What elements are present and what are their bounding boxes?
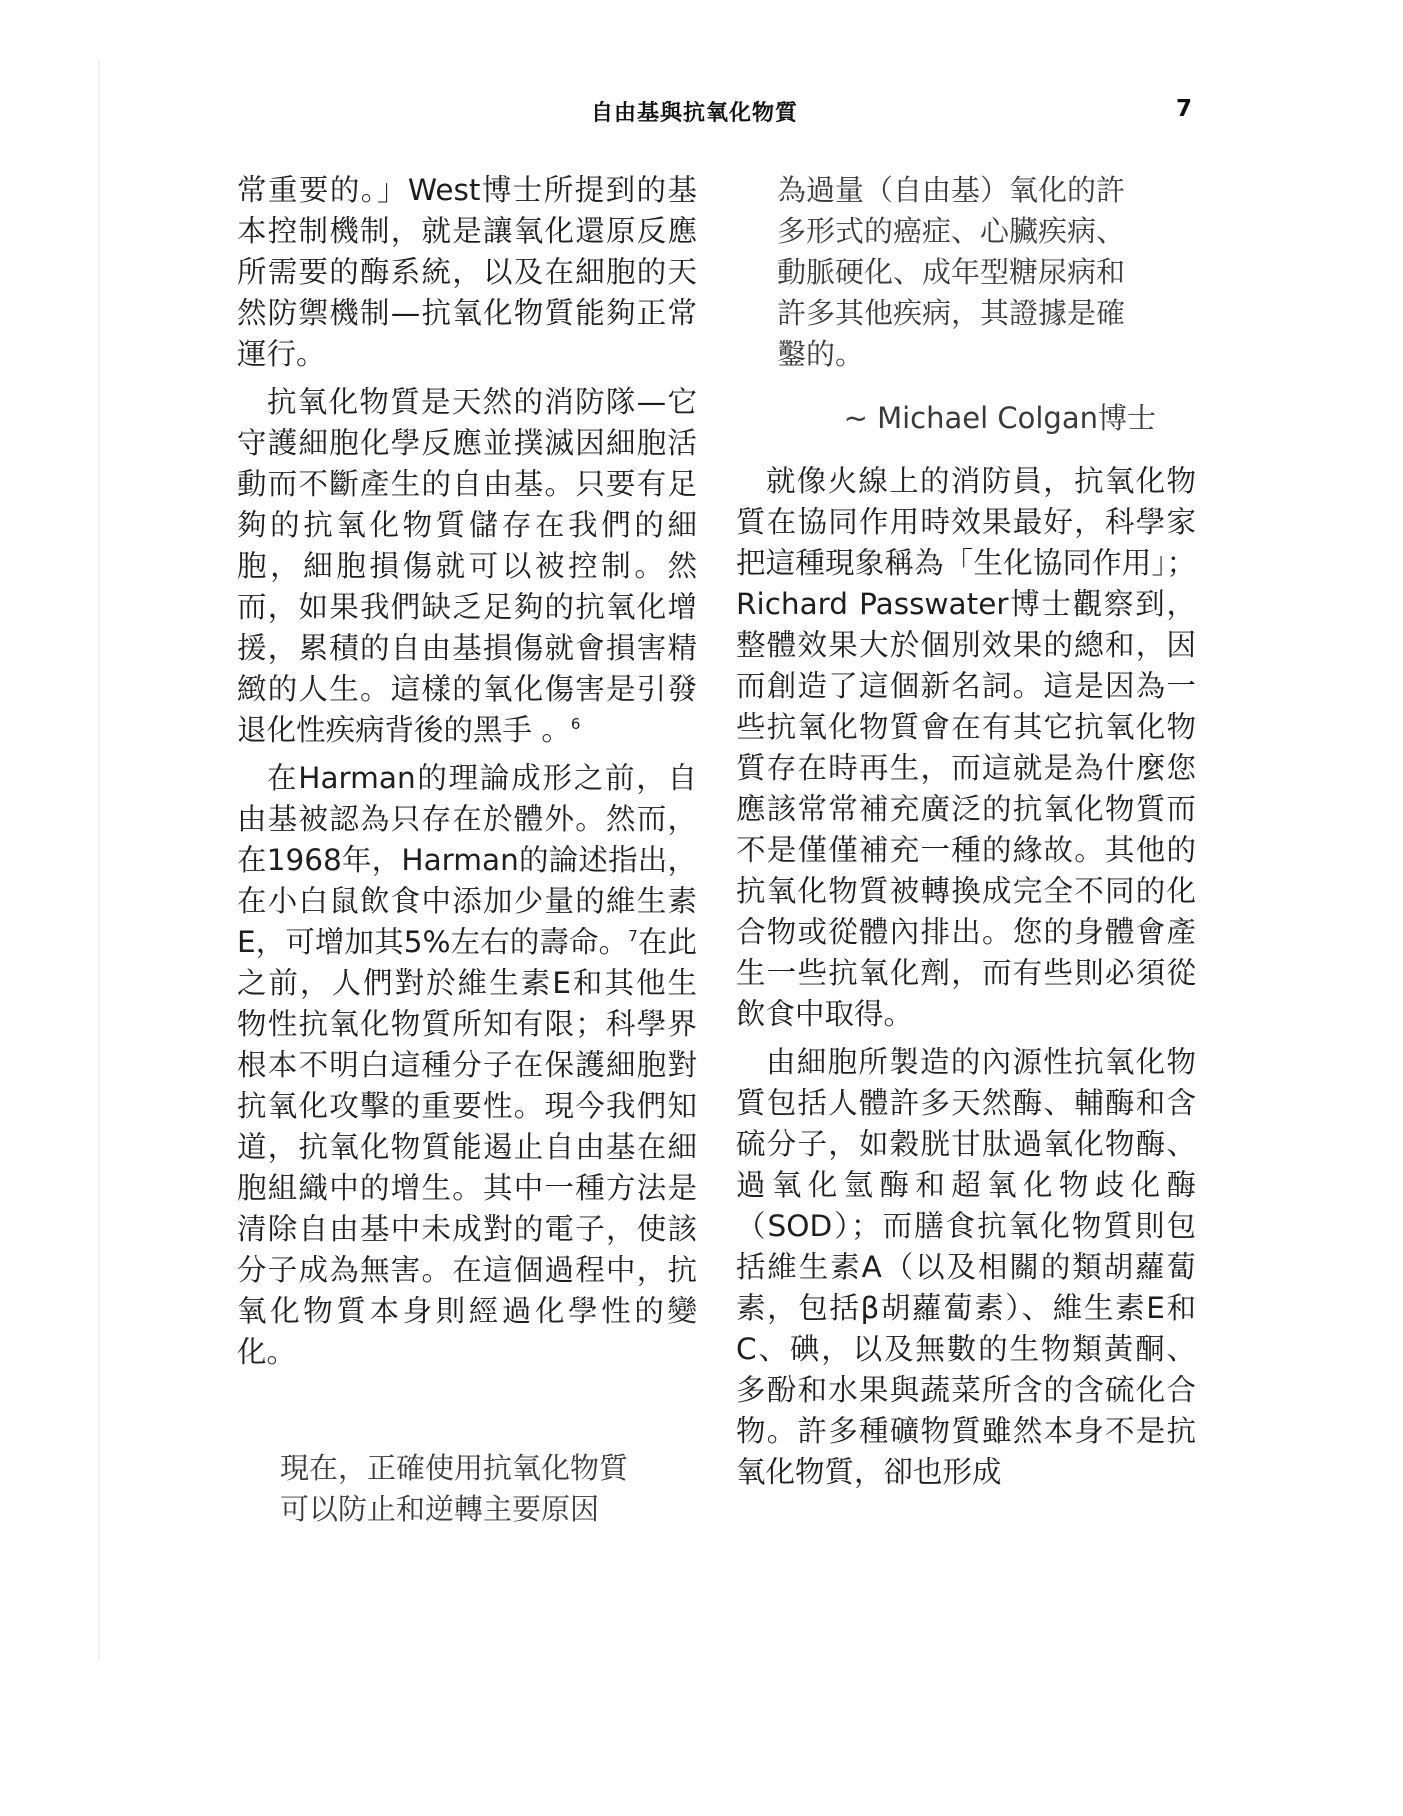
quote-line: 現在，正確使用抗氧化物質 bbox=[280, 1451, 629, 1485]
page-number: 7 bbox=[1176, 96, 1193, 122]
pull-quote-start bbox=[280, 1448, 680, 1530]
pull-quote-continuation bbox=[777, 170, 1177, 375]
quote-line: 為過量（自由基）氧化的許 bbox=[777, 173, 1126, 207]
right-paragraph-2: 由細胞所製造的內源性抗氧化物質包括人體許多天然酶、輔酶和含硫分子，如穀胱甘肽過氧化物酶、過氧化氫酶和超氧化物歧化酶（SOD）；而膳食抗氧化物質則包括維生素A（以及相關的類胡蘿蔔素，包括β胡蘿蔔素）、維生素E和C、碘，以及無數的生物類黃酮、多酚和水果與蔬菜所含的含硫化合物。許多種礦物質雖然本身不是抗氧化物質，卻也形成 bbox=[736, 1045, 1196, 1489]
quote-line: 多形式的癌症、心臟疾病、 bbox=[777, 214, 1126, 248]
right-paragraph-1: 就像火線上的消防員，抗氧化物質在協同作用時效果最好，科學家把這種現象稱為「生化協同作用」；Richard Passwater博士觀察到，整體效果大於個別效果的總和，因而創造了這個新名詞。這是因為一些抗氧化物質會在有其它抗氧化物質存在時再生，而這就是為什麼您應該常常補充廣泛的抗氧化物質而不是僅僅補充一種的緣故。其他的抗氧化物質被轉換成完全不同的化合物或從體內排出。您的身體會產生一些抗氧化劑，而有些則必須從飲食中取得。 bbox=[736, 464, 1196, 1031]
footnote-marker: 7 bbox=[628, 927, 638, 945]
left-column bbox=[237, 170, 697, 1380]
left-paragraph-2 bbox=[237, 382, 697, 751]
page-header bbox=[0, 96, 1403, 136]
quote-line: 許多其他疾病，其證據是確 bbox=[777, 296, 1126, 330]
left-paragraph-3-text-b: 在此之前，人們對於維生素E和其他生物性抗氧化物質所知有限；科學界根本不明白這種分子在保護細胞對抗氧化攻擊的重要性。現今我們知道，抗氧化物質能遏止自由基在細胞組織中的增生。其中一種方法是清除自由基中未成對的電子，使該分子成為無害。在這個過程中，抗氧化物質本身則經過化學性的變化。 bbox=[237, 925, 697, 1369]
quote-line: 鑿的。 bbox=[777, 337, 865, 371]
running-title: 自由基與抗氧化物質 bbox=[591, 101, 799, 126]
left-paragraph-3 bbox=[237, 758, 697, 1373]
left-paragraph-2-text: 抗氧化物質是天然的消防隊—它守護細胞化學反應並撲滅因細胞活動而不斷產生的自由基。只要有足夠的抗氧化物質儲存在我們的細胞，細胞損傷就可以被控制。然而，如果我們缺乏足夠的抗氧化增援，累積的自由基損傷就會損害精緻的人生。這樣的氧化傷害是引發退化性疾病背後的黑手 。 bbox=[237, 385, 697, 747]
quote-attribution: ~ Michael Colgan博士 bbox=[843, 401, 1156, 435]
left-paragraph-1: 常重要的。」West博士所提到的基本控制機制，就是讓氧化還原反應所需要的酶系統，以及在細胞的天然防禦機制—抗氧化物質能夠正常運行。 bbox=[237, 173, 697, 371]
right-column bbox=[736, 461, 1196, 1500]
quote-line: 可以防止和逆轉主要原因 bbox=[280, 1492, 600, 1526]
page-edge-shadow bbox=[98, 60, 100, 1660]
left-paragraph-3-text-a: 在Harman的理論成形之前，自由基被認為只存在於體外。然而，在1968年，Harman的論述指出，在小白鼠飲食中添加少量的維生素E，可增加其5%左右的壽命。 bbox=[237, 761, 697, 959]
quote-line: 動脈硬化、成年型糖尿病和 bbox=[777, 255, 1126, 289]
footnote-marker: 6 bbox=[570, 715, 581, 733]
